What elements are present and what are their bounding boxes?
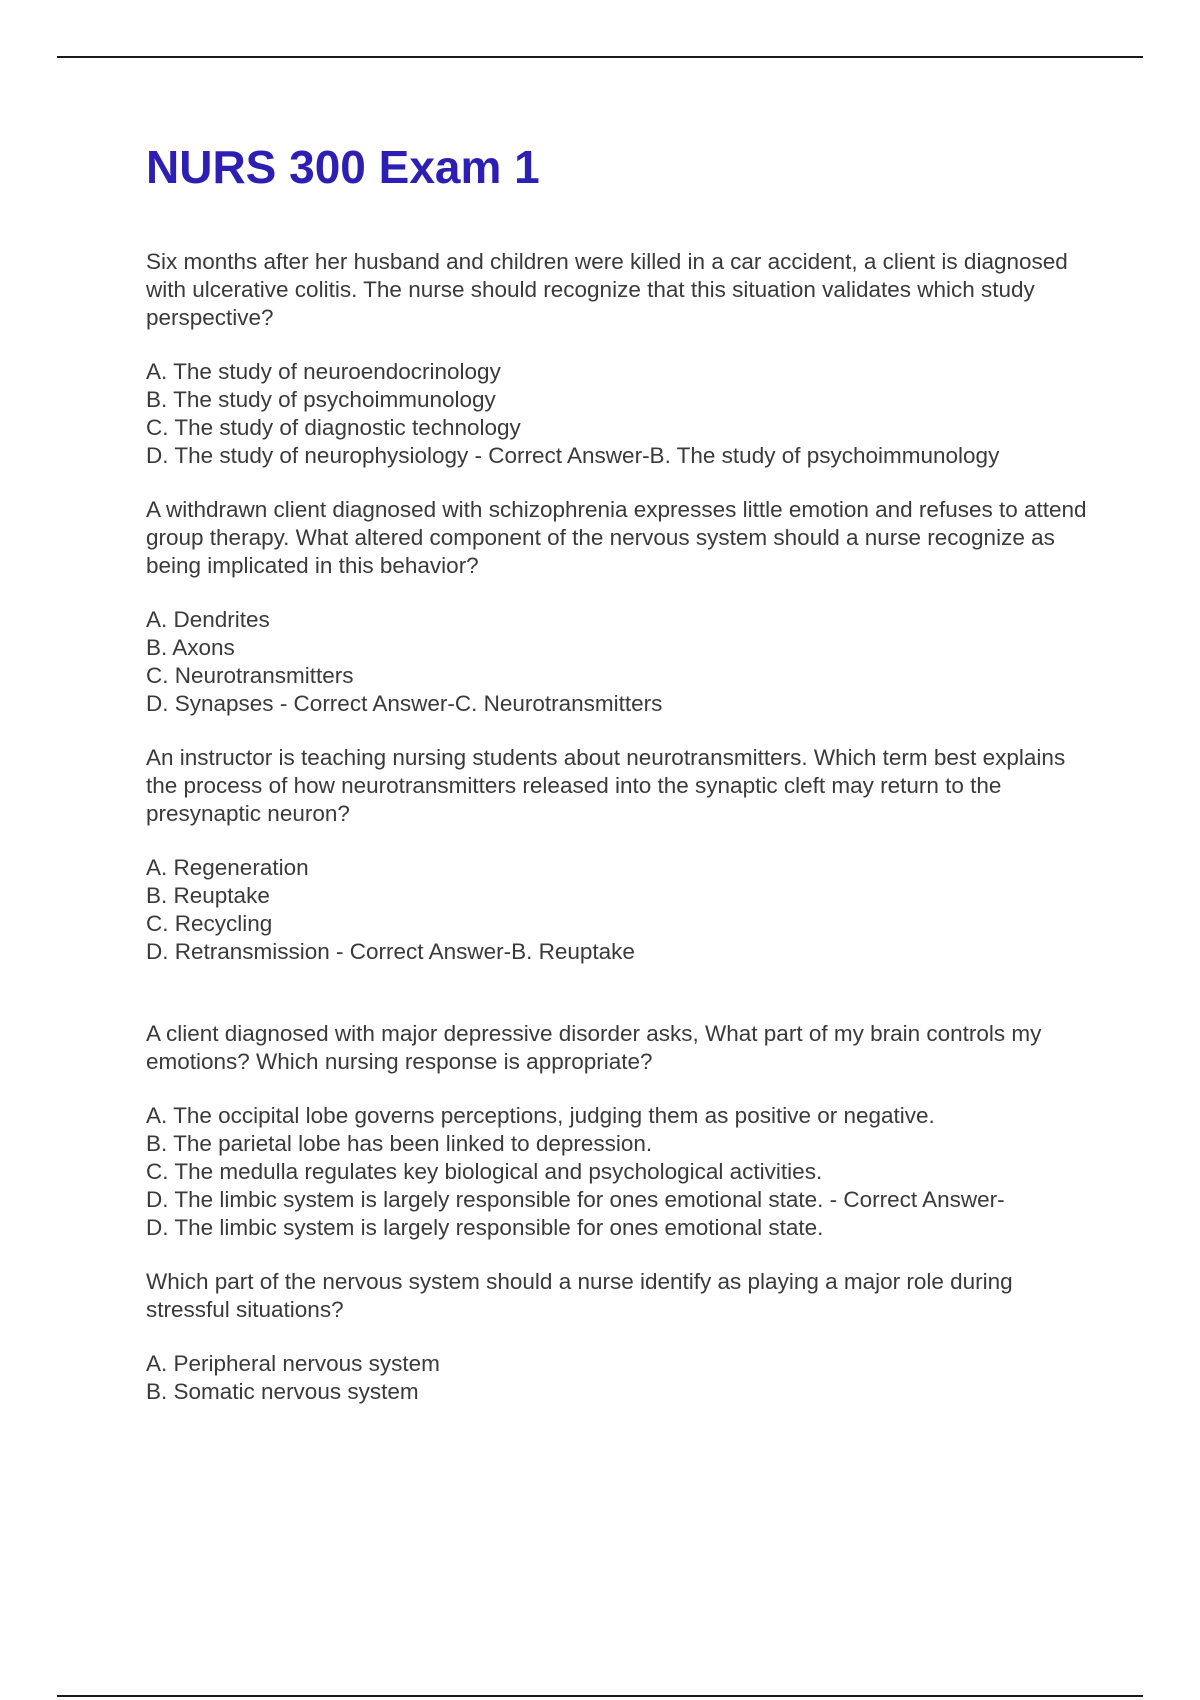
answer-option: A. Regeneration (146, 855, 309, 881)
answer-option: D. Retransmission - Correct Answer-B. Reuptake (146, 939, 635, 965)
answer-option: B. The study of psychoimmunology (146, 387, 496, 413)
question-block (146, 1020, 1096, 1242)
answer-options (146, 358, 1096, 470)
question-text: A client diagnosed with major depressive disorder asks, What part of my brain controls my emotions? Which nursing response is appropriate? (146, 1021, 1042, 1075)
answer-options (146, 1102, 1096, 1242)
answer-options (146, 606, 1096, 718)
question-text: An instructor is teaching nursing students about neurotransmitters. Which term best explains the process of how neurotransmitters released into the synaptic cleft may return to the presynaptic neuron? (146, 745, 1066, 827)
question-block (146, 496, 1096, 718)
answer-option: B. The parietal lobe has been linked to depression. (146, 1131, 653, 1157)
page-content (146, 140, 1096, 1406)
answer-option: D. The limbic system is largely responsible for ones emotional state. (146, 1215, 824, 1241)
answer-option: C. Neurotransmitters (146, 663, 354, 689)
question-block (146, 1268, 1096, 1406)
answer-option: A. Dendrites (146, 607, 270, 633)
answer-option: B. Reuptake (146, 883, 270, 909)
question-block (146, 744, 1096, 966)
answer-option: B. Somatic nervous system (146, 1379, 419, 1405)
answer-option: A. Peripheral nervous system (146, 1351, 440, 1377)
answer-option: A. The study of neuroendocrinology (146, 359, 501, 385)
answer-option: D. The limbic system is largely responsible for ones emotional state. - Correct Answer- (146, 1187, 1005, 1213)
answer-option: A. The occipital lobe governs perceptions, judging them as positive or negative. (146, 1103, 935, 1129)
top-rule (57, 56, 1143, 58)
answer-option: D. The study of neurophysiology - Correct Answer-B. The study of psychoimmunology (146, 443, 1000, 469)
question-block (146, 248, 1096, 470)
answer-option: B. Axons (146, 635, 235, 661)
answer-option: C. Recycling (146, 911, 273, 937)
answer-option: D. Synapses - Correct Answer-C. Neurotransmitters (146, 691, 663, 717)
answer-option: C. The study of diagnostic technology (146, 415, 521, 441)
question-text: Six months after her husband and children were killed in a car accident, a client is diagnosed with ulcerative colitis. The nurse should recognize that this situation validates which study perspective? (146, 249, 1068, 331)
question-text: Which part of the nervous system should a nurse identify as playing a major role during stressful situations? (146, 1269, 1013, 1323)
answer-option: C. The medulla regulates key biological and psychological activities. (146, 1159, 823, 1185)
answer-options (146, 854, 1096, 966)
question-text: A withdrawn client diagnosed with schizophrenia expresses little emotion and refuses to attend group therapy. What altered component of the nervous system should a nurse recognize as being implicated in this behavior? (146, 497, 1087, 579)
question-list (146, 248, 1096, 1406)
bottom-rule (57, 1695, 1143, 1697)
answer-options (146, 1350, 1096, 1406)
page-title: NURS 300 Exam 1 (146, 141, 540, 193)
